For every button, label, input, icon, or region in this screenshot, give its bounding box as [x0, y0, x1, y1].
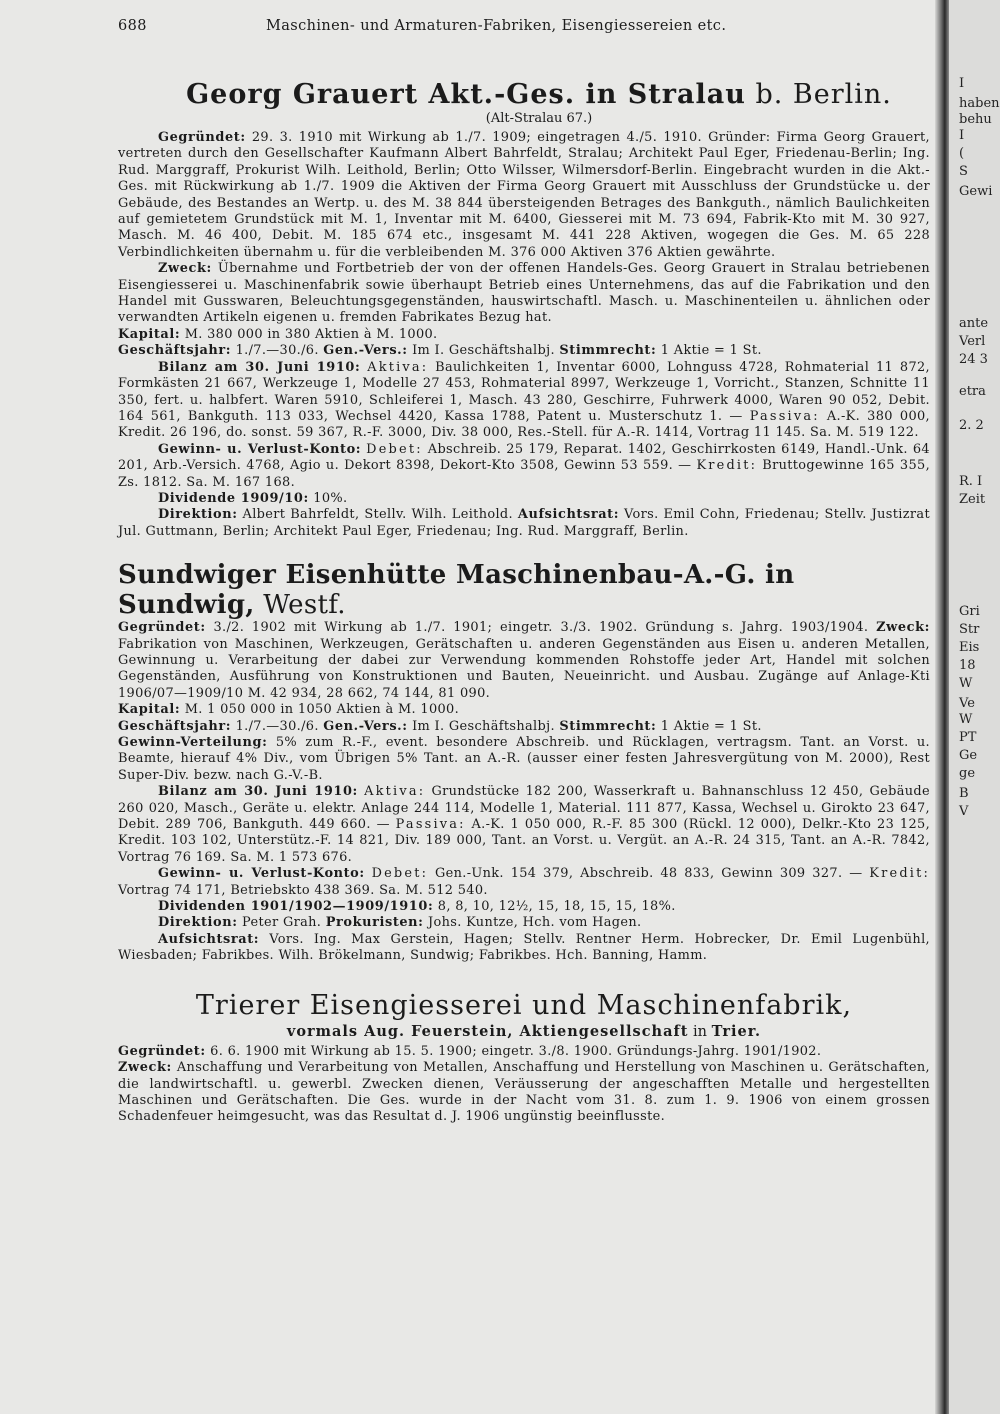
company-entry-grauert [118, 80, 930, 540]
section-zweck: Zweck: Übernahme und Fortbetrieb der von der offenen Handels-Ges. Georg Grauert in Stralau betriebenen Eisengiesserei u. Maschinenfabrik sowie überhaupt Betrieb eines Unternehmens, das auf die Fabrikation und den Handel mit Gusswaren, Beleuchtungsgegenständen, hauswirtschaftl. Masch. u. Maschinenteilen u. ähnlichen oder verwandten Artikeln eigenen u. fremden Fabrikates Bezug hat. [118, 261, 930, 326]
facing-page-fragment: ge [959, 766, 976, 781]
facing-page-fragment: Str [959, 622, 980, 637]
section-gewinn-verteilung: Gewinn-Verteilung: 5% zum R.-F., event. besondere Abschreib. und Rücklagen, vertragsm. Tant. an Vorst. u. Beamte, hierauf 4% Div., vom Übrigen 5% Tant. an A.-R. (ausser einer festen Jahresvergütung von M. 2000), Rest Super-Div. bezw. nach G.-V.-B. [118, 735, 930, 783]
section-dividende: Dividende 1909/10: 10%. [158, 490, 348, 506]
page-number: 688 [118, 18, 147, 34]
facing-page-fragment: W [959, 676, 973, 691]
facing-page-fragment: Gri [959, 604, 980, 619]
facing-page-fragment: etra [959, 384, 986, 399]
facing-page-fragment: 24 3 [959, 352, 988, 367]
facing-page-fragment: S [959, 164, 968, 179]
company-entry-sundwig [118, 560, 930, 965]
facing-page-fragment: behu [959, 112, 992, 127]
book-gutter [935, 0, 949, 1414]
facing-page-fragment: R. I [959, 474, 983, 489]
facing-page-fragment: haben [959, 96, 1000, 111]
section-gewinn-verlust: Gewinn- u. Verlust-Konto: Debet: Gen.-Unk. 154 379, Abschreib. 48 833, Gewinn 309 327. — Kredit: Vortrag 74 171, Betriebskto 438 369. Sa. M. 512 540. [118, 866, 931, 898]
facing-page-fragment: Gewi [959, 184, 993, 199]
section-gegruendet: Gegründet: 29. 3. 1910 mit Wirkung ab 1./7. 1909; eingetragen 4./5. 1910. Gründer: Firma Georg Grauert, vertreten durch den Gesellschafter Kaufmann Albert Bahrfeldt, Stralau; Architekt Paul Eger, Friedenau-Berlin; Ing. Rud. Marggraff, Prokurist Wilh. Leithold, Berlin; Otto Wilsser, Wilmersdorf-Berlin. Eingebracht wurden in die Akt.-Ges. mit Rückwirkung ab 1./7. 1909 die Aktiven der Firma Georg Grauert mit Ausschluss der Grundstücke u. der Gebäude, des Bestandes an Wertp. u. des M. 38 844 übersteigenden Betrages des Bankguth., nämlich Baulichkeiten auf gemietetem Grundstück mit M. 1, Inventar mit M. 6400, Giesserei mit M. 73 694, Fabrik-Kto mit M. 30 927, Masch. M. 46 400, Debit. M. 185 674 etc., insgesamt M. 441 228 Aktiven, wogegen die Ges. M. 65 228 Verbindlichkeiten übernahm u. für die verbleibenden M. 376 000 Aktiven 376 Aktien gewährte. [118, 130, 931, 260]
section-gewinn-verlust: Gewinn- u. Verlust-Konto: Debet: Abschreib. 25 179, Reparat. 1402, Geschirrkosten 6149, Handl.-Unk. 64 201, Arb.-Versich. 4768, Agio u. Dekort 8398, Dekort-Kto 3508, Gewinn 53 559. — Kredit: Bruttogewinne 165 355, Zs. 1812. Sa. M. 167 168. [118, 441, 931, 490]
facing-page-fragment: 18 [959, 658, 976, 673]
running-header [118, 18, 930, 40]
company-title [118, 991, 930, 1021]
section-aufsichtsrat: Aufsichtsrat: Vors. Ing. Max Gerstein, Hagen; Stellv. Rentner Herm. Hobrecker, Dr. Emil Lugenbühl, Wiesbaden; Fabrikbes. Wilh. Brökelmann, Sundwig; Fabrikbes. Hch. Banning, Hamm. [118, 931, 930, 964]
facing-page-fragment: W [959, 712, 973, 727]
company-name: Trierer Eisengiesserei und Maschinenfabrik, [195, 989, 853, 1021]
section-gegruendet: Gegründet: 3./2. 1902 mit Wirkung ab 1./7. 1901; eingetr. 3./3. 1902. Gründung s. Jahrg. 1903/1904. Zweck: Fabrikation von Maschinen, Werkzeugen, Gerätschaften u. anderen Gegenständen aus Eisen u. anderen Metallen, Gewinnung u. Verarbeitung der dabei zur Verwendung kommenden Rohstoffe jeder Art, Handel mit solchen Gegenständen, Ausführung von Konstruktionen und Bauten, Neueinricht. und Ausbau. Zugänge auf Anlage-Kti 1906/07—1909/10 M. 42 934, 28 662, 74 144, 81 090. [118, 620, 931, 701]
company-title [118, 80, 930, 110]
company-location-suffix: Westf. [263, 590, 346, 621]
section-dividenden: Dividenden 1901/1902—1909/1910: 8, 8, 10, 12½, 15, 18, 15, 15, 18%. [158, 899, 676, 915]
facing-page-fragment: ( [959, 146, 965, 161]
section-zweck: Zweck: Anschaffung und Verarbeitung von Metallen, Anschaffung und Herstellung von Maschinen u. Gerätschaften, die landwirtschaftl. u. gewerbl. Zwecken dienen, Veräusserung der angeschafften Metalle und hergestellten Maschinen und Gerätschaften. Die Ges. wurde in der Nacht vom 31. 8. zum 1. 9. 1906 von einem grossen Schadenfeuer heimgesucht, was das Resultat d. J. 1906 ungünstig beeinflusste. [118, 1060, 930, 1125]
company-title [118, 560, 930, 620]
facing-page-fragment: Eis [959, 640, 980, 655]
company-entry-trier [118, 991, 930, 1126]
facing-page-fragment: ante [959, 316, 989, 331]
company-name: Sundwiger Eisenhütte Maschinenbau-A.-G. in Sundwig, [118, 560, 795, 621]
facing-page-fragment: 2. 2 [959, 418, 984, 433]
facing-page-fragment: Zeit [959, 492, 986, 507]
section-direktion: Direktion: Peter Grah. Prokuristen: Johs. Kuntze, Hch. vom Hagen. [158, 915, 642, 931]
facing-page-fragment: I [959, 76, 965, 91]
company-address: (Alt-Stralau 67.) [485, 111, 593, 126]
section-kapital: Kapital: M. 1 050 000 in 1050 Aktien à M. 1000. [118, 702, 460, 718]
book-page [118, 18, 930, 1126]
facing-page-fragment: B [959, 786, 969, 801]
facing-page-fragment: V [959, 804, 969, 819]
section-direktion: Direktion: Albert Bahrfeldt, Stellv. Wilh. Leithold. Aufsichtsrat: Vors. Emil Cohn, Friedenau; Stellv. Justizrat Jul. Guttmann, Berlin; Architekt Paul Eger, Friedenau; Ing. Rud. Marggraff, Berlin. [118, 507, 930, 539]
facing-page-fragment: Verl [959, 334, 986, 349]
facing-page-fragment: PT [959, 730, 977, 745]
section-geschaeftsjahr: Geschäftsjahr: 1./7.—30./6. Gen.-Vers.: Im I. Geschäftshalbj. Stimmrecht: 1 Aktie = 1 St. [118, 718, 762, 734]
facing-page-fragment: Ve [959, 696, 975, 711]
company-subtitle: vormals Aug. Feuerstein, Aktiengesellschaft in Trier. [286, 1022, 762, 1040]
company-location-suffix: b. Berlin. [755, 79, 892, 110]
running-title: Maschinen- und Armaturen-Fabriken, Eisengiessereien etc. [266, 18, 727, 34]
facing-page-fragment: I [959, 128, 965, 143]
facing-page-fragment: Ge [959, 748, 978, 763]
company-name: Georg Grauert Akt.-Ges. in Stralau [186, 79, 746, 110]
section-geschaeftsjahr: Geschäftsjahr: 1./7.—30./6. Gen.-Vers.: Im I. Geschäftshalbj. Stimmrecht: 1 Aktie = 1 St. [118, 343, 762, 359]
section-bilanz: Bilanz am 30. Juni 1910: Aktiva: Grundstücke 182 200, Wasserkraft u. Bahnanschluss 12 450, Gebäude 260 020, Masch., Geräte u. elektr. Anlage 244 114, Modelle 1, Material. 111 877, Kassa, Wechsel u. Girokto 23 647, Debit. 289 706, Bankguth. 449 660. — Passiva: A.-K. 1 050 000, R.-F. 85 300 (Rückl. 12 000), Delkr.-Kto 23 125, Kredit. 103 102, Unterstütz.-F. 14 821, Div. 189 000, Tant. an Vorst. u. Vergüt. an A.-R. 24 315, Tant. an A.-R. 7842, Vortrag 76 169. Sa. M. 1 573 676. [118, 784, 931, 865]
section-kapital: Kapital: M. 380 000 in 380 Aktien à M. 1000. [118, 326, 438, 342]
section-bilanz: Bilanz am 30. Juni 1910: Aktiva: Baulichkeiten 1, Inventar 6000, Lohnguss 4728, Rohmaterial 11 872, Formkästen 21 667, Werkzeuge 1, Modelle 27 453, Rohmaterial 8997, Werkzeuge 1, Vorricht., Stanzen, Schnitte 11 350, fert. u. halbfert. Waren 5910, Schleiferei 1, Masch. 43 280, Geschirre, Fuhrwerk 4000, Waren 90 052, Debit. 164 561, Bankguth. 113 033, Wechsel 4420, Kassa 1788, Patent u. Musterschutz 1. — Passiva: A.-K. 380 000, Kredit. 26 196, do. sonst. 59 367, R.-F. 3000, Div. 38 000, Res.-Stell. für A.-R. 1414, Vortrag 11 145. Sa. M. 519 122. [118, 359, 931, 441]
facing-page-edge [949, 0, 1000, 1414]
section-gegruendet: Gegründet: 6. 6. 1900 mit Wirkung ab 15. 5. 1900; eingetr. 3./8. 1900. Gründungs-Jahrg. 1901/1902. [118, 1043, 822, 1059]
